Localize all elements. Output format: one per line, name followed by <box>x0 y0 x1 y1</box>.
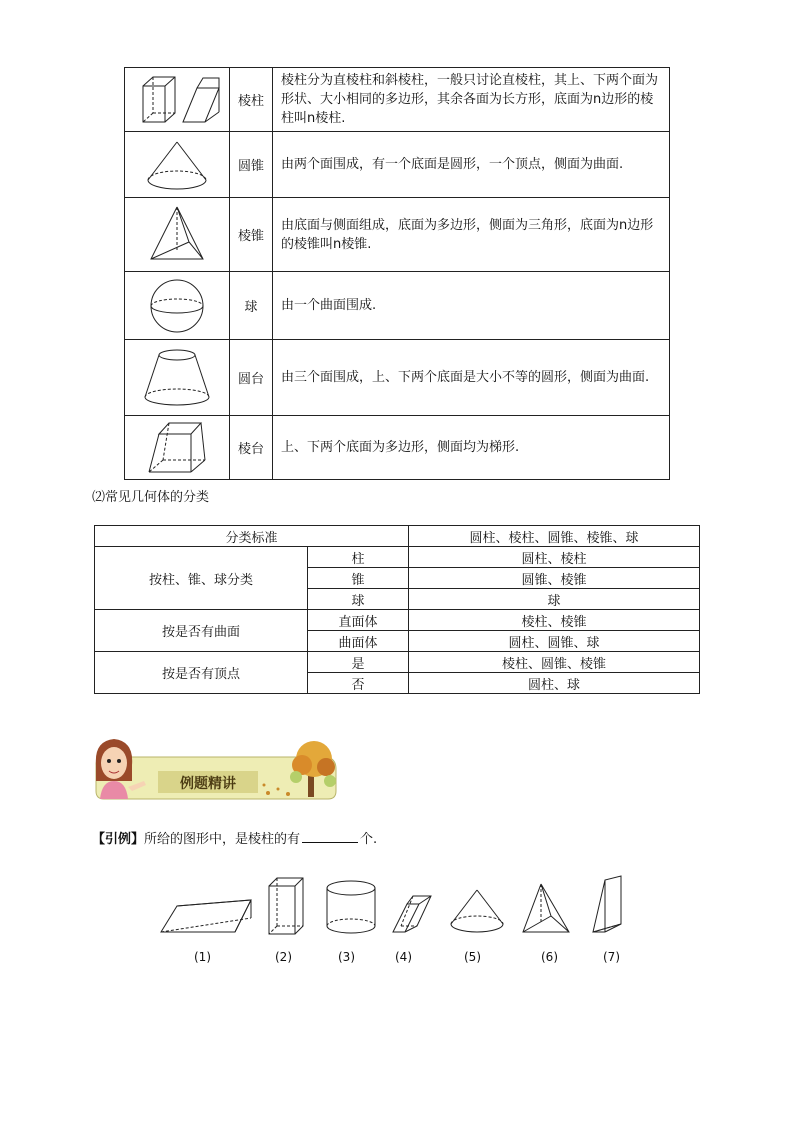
figure-7-prism <box>593 876 621 932</box>
members-cell: 圆锥、棱锥 <box>409 568 700 589</box>
example-question <box>92 828 377 847</box>
category-cell: 柱 <box>308 547 409 568</box>
members-cell: 棱柱、棱锥 <box>409 610 700 631</box>
solid-description: 棱柱分为直棱柱和斜棱柱，一般只讨论直棱柱，其上、下两个面为形状、大小相同的多边形，其余各面为长方形，底面为n边形的棱柱叫n棱柱. <box>273 68 670 132</box>
figure-cell <box>125 340 230 416</box>
figure-label: (3) <box>338 950 355 964</box>
table-row <box>125 68 670 132</box>
criterion-cell: 按是否有顶点 <box>95 652 308 694</box>
solid-name: 球 <box>230 272 273 340</box>
classification-table <box>94 525 700 694</box>
members-cell: 圆柱、球 <box>409 673 700 694</box>
table-row <box>125 340 670 416</box>
cone-icon <box>142 138 212 192</box>
answer-blank[interactable] <box>302 830 358 843</box>
example-suffix: 个. <box>360 832 378 847</box>
figure-cell <box>125 132 230 198</box>
figure-label: (7) <box>603 950 620 964</box>
header-solids: 圆柱、棱柱、圆锥、棱锥、球 <box>409 526 700 547</box>
category-cell: 是 <box>308 652 409 673</box>
pyramid-icon <box>147 204 207 266</box>
banner-title: 例题精讲 <box>180 776 236 792</box>
solid-description: 由一个曲面围成. <box>273 272 670 340</box>
figure-2-cuboid <box>269 878 303 934</box>
category-cell: 曲面体 <box>308 631 409 652</box>
table-row <box>125 132 670 198</box>
sphere-icon <box>148 277 206 335</box>
solid-name: 圆台 <box>230 340 273 416</box>
figure-1-triangular-prism <box>161 900 251 932</box>
solid-name: 棱锥 <box>230 198 273 272</box>
figure-label: (4) <box>395 950 412 964</box>
figure-4-oblique-prism <box>393 896 431 932</box>
members-cell: 圆柱、棱柱 <box>409 547 700 568</box>
criterion-cell: 按是否有曲面 <box>95 610 308 652</box>
table-row <box>95 547 700 568</box>
frustum-icon <box>141 347 213 409</box>
prism-icon <box>131 74 223 126</box>
category-cell: 球 <box>308 589 409 610</box>
table-row <box>95 652 700 673</box>
category-cell: 否 <box>308 673 409 694</box>
figure-label: (5) <box>464 950 481 964</box>
example-banner <box>88 735 344 803</box>
figure-3-cylinder <box>327 881 375 933</box>
table-row <box>125 416 670 480</box>
figure-label: (1) <box>194 950 211 964</box>
category-cell: 锥 <box>308 568 409 589</box>
members-cell: 球 <box>409 589 700 610</box>
section-heading: ⑵常见几何体的分类 <box>92 490 210 505</box>
solid-description: 由三个面围成，上、下两个底面是大小不等的圆形，侧面为曲面. <box>273 340 670 416</box>
prism-frustum-icon <box>145 420 209 476</box>
figure-cell <box>125 68 230 132</box>
solids-table <box>124 67 670 480</box>
solid-description: 由两个面围成，有一个底面是圆形，一个顶点，侧面为曲面. <box>273 132 670 198</box>
figure-6-pyramid <box>523 884 569 932</box>
members-cell: 棱柱、圆锥、棱锥 <box>409 652 700 673</box>
category-cell: 直面体 <box>308 610 409 631</box>
figure-cell <box>125 198 230 272</box>
table-header-row <box>95 526 700 547</box>
example-tag: 【引例】 <box>92 832 145 847</box>
members-cell: 圆柱、圆锥、球 <box>409 631 700 652</box>
table-row <box>125 198 670 272</box>
figure-cell <box>125 416 230 480</box>
header-criterion: 分类标准 <box>95 526 409 547</box>
table-row <box>95 610 700 631</box>
figure-5-cone <box>451 890 503 932</box>
figure-label: (6) <box>541 950 558 964</box>
figure-label: (2) <box>275 950 292 964</box>
figure-cell <box>125 272 230 340</box>
solid-name: 圆锥 <box>230 132 273 198</box>
solid-description: 由底面与侧面组成，底面为多边形，侧面为三角形，底面为n边形的棱锥叫n棱锥. <box>273 198 670 272</box>
table-row <box>125 272 670 340</box>
solid-description: 上、下两个底面为多边形，侧面均为梯形. <box>273 416 670 480</box>
criterion-cell: 按柱、锥、球分类 <box>95 547 308 610</box>
solid-name: 棱台 <box>230 416 273 480</box>
example-text: 所给的图形中，是棱柱的有 <box>144 832 301 847</box>
solid-name: 棱柱 <box>230 68 273 132</box>
